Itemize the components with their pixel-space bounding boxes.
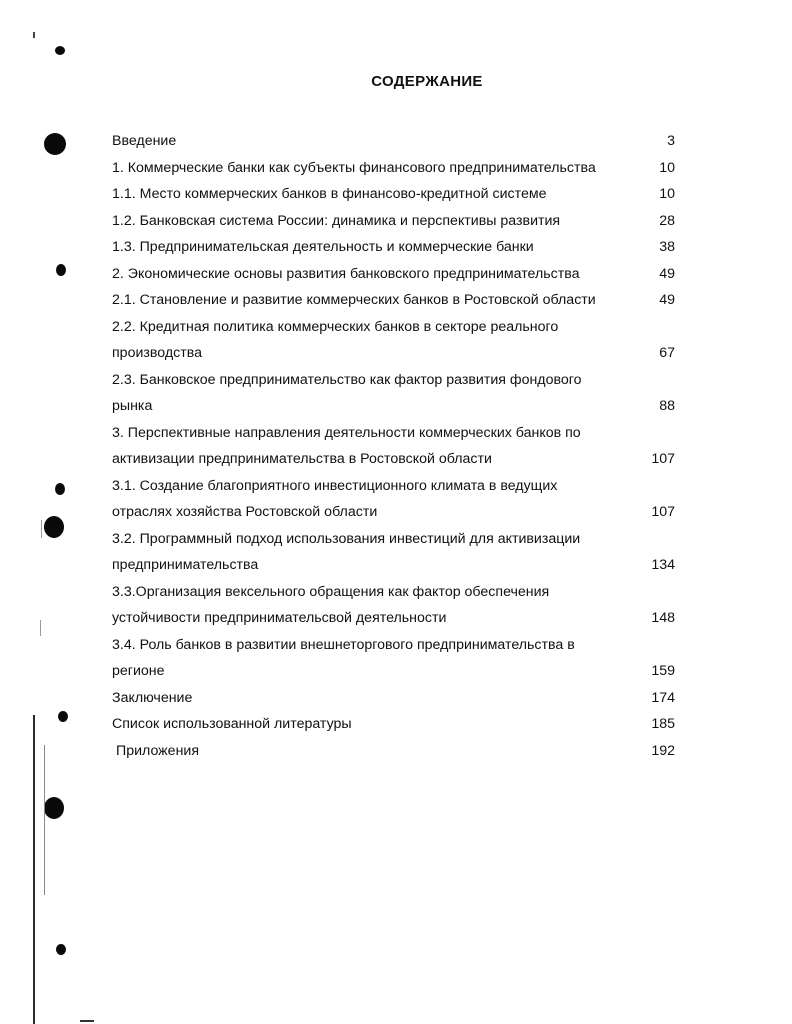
punch-hole	[55, 483, 65, 495]
toc-entry	[112, 261, 678, 288]
toc-entry	[112, 446, 678, 473]
toc-entry-text: активизации предпринимательства в Ростовской области	[112, 451, 492, 467]
toc-page-number: 107	[651, 504, 675, 520]
toc-entry	[112, 287, 678, 314]
page-title: СОДЕРЖАНИЕ	[371, 73, 483, 90]
toc-entry-text: 1.1. Место коммерческих банков в финансово-кредитной системе	[112, 186, 547, 202]
toc-entry	[112, 128, 678, 155]
toc-entry	[112, 314, 678, 341]
toc-entry	[112, 473, 678, 500]
toc-entry-text: отраслях хозяйства Ростовской области	[112, 504, 378, 520]
toc-page-number: 159	[651, 663, 675, 679]
punch-hole	[44, 133, 66, 155]
toc-entry	[112, 393, 678, 420]
margin-line	[44, 745, 45, 895]
toc-page-number: 10	[659, 186, 675, 202]
toc-entry-text: 2.1. Становление и развитие коммерческих банков в Ростовской области	[112, 292, 596, 308]
toc-entry	[112, 526, 678, 553]
toc-page-number: 28	[659, 212, 675, 229]
toc-entry-text: 1.2. Банковская система России: динамика и перспективы развития	[112, 212, 561, 229]
toc-entry-text: регионе	[112, 663, 165, 679]
toc-entry	[112, 367, 678, 394]
toc-entry	[112, 711, 678, 738]
toc-entry-text: 3.1. Создание благоприятного инвестиционного климата в ведущих	[112, 477, 558, 494]
punch-hole	[56, 944, 66, 955]
toc-entry	[112, 605, 678, 632]
toc-entry	[112, 181, 678, 208]
toc-entry	[112, 155, 678, 182]
toc-entry-text: 2.3. Банковское предпринимательство как фактор развития фондового	[112, 371, 582, 388]
scan-speck	[40, 620, 41, 636]
scan-speck	[80, 1020, 94, 1022]
toc-entry	[112, 685, 678, 712]
scan-speck	[33, 32, 35, 38]
toc-entry-text: 3.3.Организация вексельного обращения как фактор обеспечения	[112, 583, 550, 600]
toc-entry	[112, 208, 678, 235]
toc-entry	[112, 234, 678, 261]
toc-page-number: 134	[651, 557, 675, 573]
toc-page-number: 67	[659, 345, 675, 361]
toc-entry-text: рынка	[112, 398, 153, 414]
toc-entry-text: устойчивости предпринимательсвой деятельности	[112, 610, 447, 626]
toc-entry-text: Список использованной литературы	[112, 716, 352, 732]
toc-page-number: 185	[651, 716, 675, 732]
toc-entry	[112, 499, 678, 526]
toc-entry-text: 3. Перспективные направления деятельности коммерческих банков по	[112, 424, 581, 441]
toc-page-number: 148	[651, 610, 675, 626]
toc-entry-text: 2. Экономические основы развития банковского предпринимательства	[112, 265, 580, 282]
toc-page-number: 10	[659, 159, 675, 176]
punch-hole	[44, 516, 64, 538]
punch-hole	[44, 797, 64, 819]
scan-speck	[41, 520, 42, 538]
toc-page-number: 192	[651, 742, 675, 759]
toc-page-number: 88	[659, 398, 675, 414]
toc-entry-text: 2.2. Кредитная политика коммерческих банков в секторе реального	[112, 318, 559, 335]
toc-entry-text: 1. Коммерческие банки как субъекты финансового предпринимательства	[112, 159, 596, 176]
punch-hole	[56, 264, 66, 276]
toc-entry	[112, 658, 678, 685]
toc-entry	[112, 738, 678, 765]
toc-entry-text: 1.3. Предпринимательская деятельность и коммерческие банки	[112, 239, 534, 255]
toc-entry-text: Приложения	[116, 742, 200, 759]
toc-entry-text: 3.2. Программный подход использования инвестиций для активизации	[112, 530, 581, 547]
toc-entry-text: Введение	[112, 133, 177, 149]
margin-line	[33, 715, 35, 1024]
toc-page-number: 49	[659, 265, 675, 282]
toc-page-number: 38	[659, 239, 675, 255]
toc-entry	[112, 340, 678, 367]
toc-entry-text: Заключение	[112, 689, 193, 706]
toc-entry	[112, 632, 678, 659]
toc-page-number: 107	[651, 451, 675, 467]
toc-entry	[112, 552, 678, 579]
punch-hole	[55, 46, 65, 55]
punch-hole	[58, 711, 68, 722]
toc-page-number: 174	[651, 689, 675, 706]
table-of-contents	[112, 128, 678, 764]
toc-page-number: 49	[659, 292, 675, 308]
toc-entry-text: предпринимательства	[112, 557, 259, 573]
toc-entry-text: 3.4. Роль банков в развитии внешнеторгового предпринимательства в	[112, 636, 575, 653]
toc-entry	[112, 579, 678, 606]
toc-entry-text: производства	[112, 345, 202, 361]
toc-page-number: 3	[667, 133, 675, 149]
toc-entry	[112, 420, 678, 447]
